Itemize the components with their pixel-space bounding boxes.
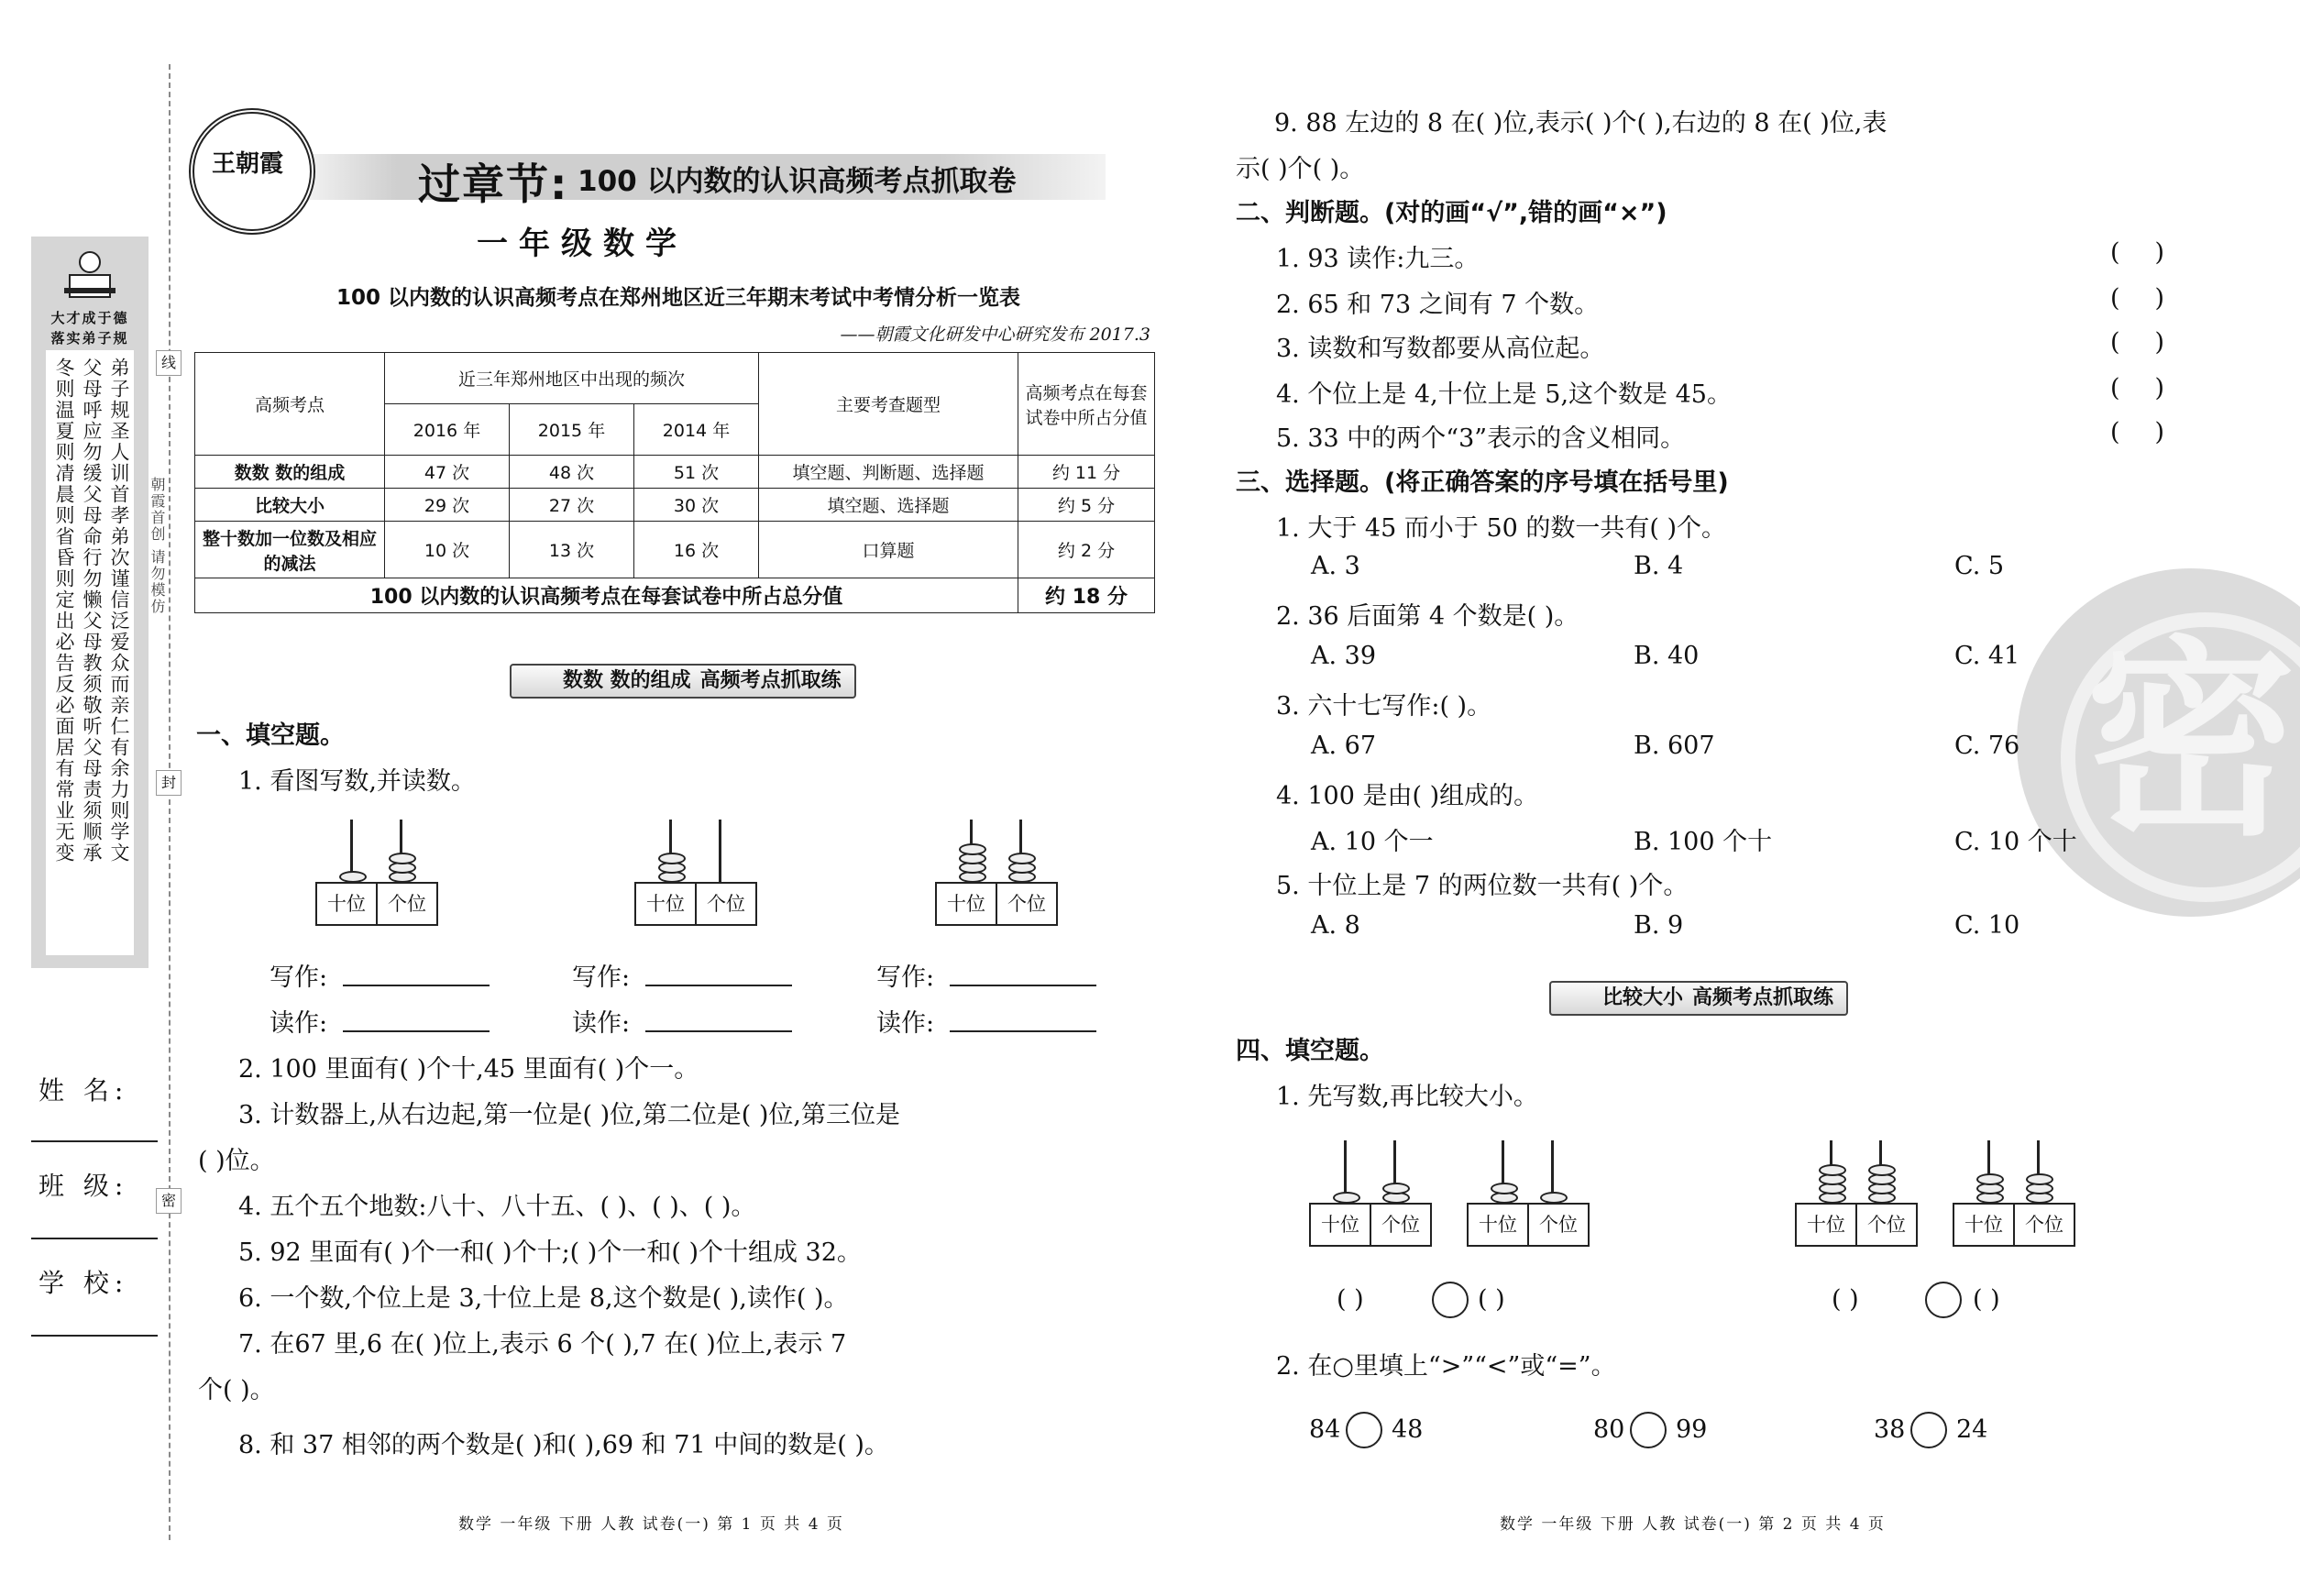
ones-label: 个位 [2025,1214,2063,1236]
answer-paren[interactable]: ( ) [1337,1285,1364,1314]
compare-circle[interactable] [1910,1412,1947,1448]
option-b[interactable]: B. 9 [1634,911,1684,940]
ones-label: 个位 [1867,1214,1906,1236]
ones-label: 个位 [1539,1214,1578,1236]
answer-paren[interactable]: () [2110,418,2200,446]
option-b[interactable]: B. 607 [1634,732,1715,760]
paper-title: 100 以内数的认识高频考点抓取卷 [578,165,1017,198]
read-label: 读作: [572,1009,631,1038]
cell-point: 数数 数的组成 [195,456,385,489]
class-field[interactable] [31,1238,158,1239]
table-total-row [195,578,1155,613]
question-7: 7. 在67 里,6 在( )位上,表示 6 个( ),7 在( )位上,表示 7 [238,1330,847,1359]
bead [2026,1173,2053,1185]
cell-type: 填空题、选择题 [759,489,1018,522]
choice-question: 4. 100 是由( )组成的。 [1276,782,1539,810]
cell-freq: 27 次 [510,489,634,522]
question-7-cont: 个( )。 [198,1376,275,1404]
ones-rod [719,820,721,884]
compare-left: 38 [1874,1415,1906,1444]
cell-score: 约 11 分 [1018,456,1155,489]
seal-char-1: 线 [156,350,182,376]
rules-panel [46,350,134,955]
th-year: 2015 年 [510,404,634,456]
question-5: 5. 92 里面有( )个一和( )个十;( )个一和( )个十组成 32。 [238,1238,862,1267]
bead [1008,853,1036,864]
answer-paren[interactable]: ( ) [1478,1285,1505,1314]
slogan-line-1: 大才成于德 [50,310,129,326]
banner-emph: 数数 数的组成 [563,669,691,692]
cell-freq: 47 次 [385,456,510,489]
class-label: 班 级: [39,1171,129,1201]
cell-score: 约 5 分 [1018,489,1155,522]
bead [1491,1183,1518,1194]
section-3-title: 三、选择题。(将正确答案的序号填在括号里) [1236,468,1729,497]
cell-point: 整十数加一位数及相应的减法 [195,522,385,578]
compare-circle[interactable] [1432,1282,1469,1318]
answer-paren[interactable]: ( ) [1832,1285,1859,1314]
table-row [195,522,1155,578]
ones-label: 个位 [1007,893,1046,915]
subject-title: 一年级数学 [477,226,688,262]
choice-question: 5. 十位上是 7 的两位数一共有( )个。 [1276,872,1689,900]
footer-left: 数学 一年级 下册 人教 试卷(一) 第 1 页 共 4 页 [458,1515,844,1534]
th-type: 主要考查题型 [759,353,1018,456]
cell-freq: 51 次 [634,456,759,489]
bead [658,853,686,864]
table-caption: 100 以内数的认识高频考点在郑州地区近三年期末考试中考情分析一览表 [336,286,1021,310]
option-c[interactable]: C. 10 个十 [1954,828,2077,856]
practice-banner-2 [1549,981,1848,1016]
question-3: 3. 计数器上,从右边起,第一位是( )位,第二位是( )位,第三位是 [238,1101,900,1129]
footer-right: 数学 一年级 下册 人教 试卷(一) 第 2 页 共 4 页 [1500,1515,1886,1534]
tens-label: 十位 [1469,1205,1529,1245]
option-c[interactable]: C. 5 [1954,552,2005,580]
answer-paren[interactable]: () [2110,238,2200,267]
tens-label: 十位 [636,884,697,924]
chapter-title: 过章节: [418,160,569,209]
choice-question: 3. 六十七写作:( )。 [1276,692,1492,721]
judge-item: 1. 93 读作:九三。 [1276,245,1480,273]
cell-type: 口算题 [759,522,1018,578]
bead [1382,1183,1410,1194]
question-6: 6. 一个数,个位上是 3,十位上是 8,这个数是( ),读作( )。 [238,1284,849,1313]
slogan-line-2: 落实弟子规 [50,330,129,347]
binding-dash-line [169,64,171,1540]
read-blank[interactable] [343,1030,490,1032]
brand-logo-text: 王朝霞 [211,150,283,178]
school-label: 学 校: [39,1268,129,1298]
seal-char-3: 密 [156,1188,182,1214]
th-freq: 近三年郑州地区中出现的频次 [385,353,759,404]
th-year: 2016 年 [385,404,510,456]
section-2-title: 二、判断题。(对的画“√”,错的画“×”) [1236,199,1667,227]
option-c[interactable]: C. 41 [1954,642,2020,670]
abacus [935,838,1056,922]
rules-column-3: 冬则温夏则凊晨则省昏则定出必告反必面居有常业无变 [53,358,75,864]
rules-column-2: 父母呼应勿缓父母命行勿懒父母教须敬听父母责须顺承 [81,358,103,864]
answer-paren[interactable]: ( ) [1973,1285,2000,1314]
th-year: 2014 年 [634,404,759,456]
option-a[interactable]: A. 8 [1311,911,1360,940]
write-blank[interactable] [950,985,1096,986]
cell-freq: 48 次 [510,456,634,489]
option-b[interactable]: B. 4 [1634,552,1684,580]
compare-circle[interactable] [1630,1412,1667,1448]
abacus [1795,1159,1916,1243]
name-label: 姓 名: [39,1075,129,1106]
school-field[interactable] [31,1335,158,1337]
name-field[interactable] [31,1140,158,1142]
bead [1868,1164,1896,1176]
write-blank[interactable] [343,985,490,986]
bead [1819,1164,1846,1176]
question-3-cont: ( )位。 [198,1147,275,1175]
compare-question-2: 2. 在○里填上“>”“<”或“=”。 [1276,1352,1616,1381]
option-a[interactable]: A. 67 [1311,732,1377,760]
watermark-char: 密 [2085,620,2296,864]
practice-banner-1 [510,664,856,699]
ones-label: 个位 [388,893,426,915]
choice-question: 2. 36 后面第 4 个数是( )。 [1276,602,1579,631]
total-value: 约 18 分 [1018,578,1155,613]
compare-right: 48 [1392,1415,1424,1444]
write-label: 写作: [270,963,328,992]
th-point: 高频考点 [195,353,385,456]
seal-char-2: 封 [156,770,182,796]
tens-label: 十位 [317,884,378,924]
question-9-cont: 示( )个( )。 [1236,155,1365,183]
question-2: 2. 100 里面有( )个十,45 里面有( )个一。 [238,1055,699,1084]
question-8: 8. 和 37 相邻的两个数是( )和( ),69 和 71 中间的数是( )。 [238,1431,889,1459]
judge-item: 2. 65 和 73 之间有 7 个数。 [1276,291,1600,319]
answer-paren[interactable]: () [2110,374,2200,402]
table-row [195,456,1155,489]
question-9: 9. 88 左边的 8 在( )位,表示( )个( ),右边的 8 在( )位,表 [1274,109,1887,138]
write-label: 写作: [876,963,935,992]
bead [389,853,416,864]
write-label: 写作: [572,963,631,992]
ones-label: 个位 [707,893,745,915]
read-blank[interactable] [950,1030,1096,1032]
cell-score: 约 2 分 [1018,522,1155,578]
table-note: ——朝霞文化研发中心研究发布 2017.3 [840,325,1150,345]
compare-left: 84 [1309,1415,1341,1444]
option-a[interactable]: A. 10 个一 [1311,828,1434,856]
judge-item: 3. 读数和写数都要从高位起。 [1276,335,1605,363]
bead [959,843,986,855]
answer-paren[interactable]: () [2110,328,2200,357]
cell-type: 填空题、判断题、选择题 [759,456,1018,489]
option-b[interactable]: B. 100 个十 [1634,828,1773,856]
question-1: 1. 看图写数,并读数。 [238,767,476,796]
option-c[interactable]: C. 76 [1954,732,2020,760]
tens-label: 十位 [1311,1205,1371,1245]
compare-left: 80 [1593,1415,1625,1444]
write-blank[interactable] [645,985,792,986]
read-label: 读作: [270,1009,328,1038]
total-label: 100 以内数的认识高频考点在每套试卷中所占总分值 [195,578,1018,613]
compare-circle[interactable] [1346,1412,1382,1448]
tens-label: 十位 [1797,1205,1857,1245]
choice-question: 1. 大于 45 而小于 50 的数一共有( )个。 [1276,514,1727,543]
judge-item: 4. 个位上是 4,十位上是 5,这个数是 45。 [1276,380,1732,409]
answer-paren[interactable]: () [2110,284,2200,313]
tens-label: 十位 [1954,1205,2015,1245]
cell-freq: 30 次 [634,489,759,522]
read-label: 读作: [876,1009,935,1038]
question-4: 4. 五个五个地数:八十、八十五、( )、( )、( )。 [238,1193,756,1221]
compare-question-1: 1. 先写数,再比较大小。 [1276,1083,1538,1111]
ones-label: 个位 [1381,1214,1420,1236]
compare-right: 24 [1956,1415,1988,1444]
table-row [195,489,1155,522]
th-score: 高频考点在每套试卷中所占分值 [1018,353,1155,456]
option-a[interactable]: A. 39 [1311,642,1377,670]
abacus [315,838,436,922]
rules-column-1: 弟子规圣人训首孝弟次谨信泛爱众而亲仁有余力则学文 [108,358,130,864]
tens-label: 十位 [937,884,997,924]
cell-freq: 13 次 [510,522,634,578]
cell-freq: 10 次 [385,522,510,578]
banner-text: 高频考点抓取练 [699,669,842,692]
side-note: 朝霞首创 请勿模仿 [149,477,166,616]
cell-freq: 29 次 [385,489,510,522]
bead [1976,1173,2004,1185]
abacus [1309,1159,1430,1243]
option-c[interactable]: C. 10 [1954,911,2020,940]
section-4-title: 四、填空题。 [1236,1037,1384,1065]
section-1-title: 一、填空题。 [196,721,345,750]
judge-item: 5. 33 中的两个“3”表示的含义相同。 [1276,424,1686,453]
option-a[interactable]: A. 3 [1311,552,1360,580]
read-blank[interactable] [645,1030,792,1032]
compare-circle[interactable] [1925,1282,1962,1318]
cell-freq: 16 次 [634,522,759,578]
abacus [1467,1159,1588,1243]
option-b[interactable]: B. 40 [1634,642,1700,670]
abacus [634,838,755,922]
analysis-table [194,352,1155,613]
banner-emph: 比较大小 [1602,986,1684,1009]
cell-point: 比较大小 [195,489,385,522]
banner-text: 高频考点抓取练 [1692,986,1834,1009]
abacus [1953,1159,2074,1243]
compare-right: 99 [1676,1415,1708,1444]
